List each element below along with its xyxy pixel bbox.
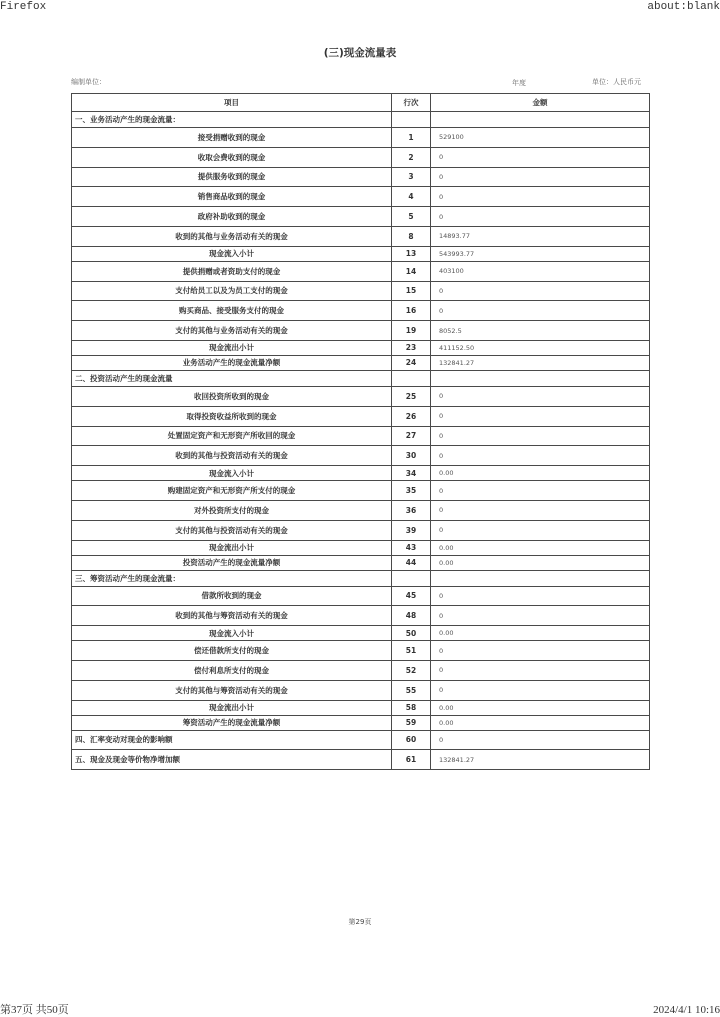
table-row [72,406,650,426]
table-row [72,147,650,167]
section-header-row [72,570,650,586]
row-number: 30 [392,446,431,466]
item-label: 购买商品、接受服务支付的现金 [72,301,392,321]
amount-value: 0 [431,500,650,520]
item-label: 提供服务收到的现金 [72,167,392,187]
amount-value: 403100 [431,261,650,281]
table-row [72,680,650,700]
amount-value: 0 [431,481,650,501]
item-label: 收到的其他与业务活动有关的现金 [72,226,392,246]
amount-value: 543993.77 [431,246,650,261]
subtotal-row [72,715,650,730]
amount-value: 0 [431,281,650,301]
table-row [72,586,650,606]
row-number: 60 [392,730,431,750]
row-number: 34 [392,466,431,481]
table-row [72,730,650,750]
table-row [72,207,650,227]
row-number: 58 [392,700,431,715]
amount-value: 0 [431,680,650,700]
row-number [392,112,431,128]
table-row [72,321,650,341]
subtotal-row [72,700,650,715]
row-number: 59 [392,715,431,730]
table-row [72,446,650,466]
amount-value [431,112,650,128]
row-number: 44 [392,555,431,570]
row-number: 19 [392,321,431,341]
item-label: 收到的其他与投资活动有关的现金 [72,446,392,466]
item-label: 现金流入小计 [72,626,392,641]
item-label: 偿付利息所支付的现金 [72,660,392,680]
table-row [72,226,650,246]
row-number: 50 [392,626,431,641]
table-row [72,481,650,501]
row-number: 27 [392,426,431,446]
row-number: 36 [392,500,431,520]
amount-value: 0.00 [431,700,650,715]
row-number: 5 [392,207,431,227]
table-row [72,128,650,148]
table-body [72,112,650,770]
item-label: 二、投资活动产生的现金流量 [72,370,392,386]
item-label: 一、业务活动产生的现金流量： [72,112,392,128]
preparing-unit-label: 编制单位： [71,78,106,86]
table-row [72,167,650,187]
item-label: 收回投资所收到的现金 [72,386,392,406]
row-number: 51 [392,641,431,661]
amount-value: 0 [431,520,650,540]
print-header-url: about:blank [647,1,720,13]
table-row [72,500,650,520]
row-number: 14 [392,261,431,281]
row-number: 26 [392,406,431,426]
item-label: 三、筹资活动产生的现金流量： [72,570,392,586]
amount-value: 0 [431,641,650,661]
amount-value: 0.00 [431,466,650,481]
row-number: 43 [392,540,431,555]
item-label: 借款所收到的现金 [72,586,392,606]
item-label: 投资活动产生的现金流量净额 [72,555,392,570]
item-label: 现金流出小计 [72,540,392,555]
table-row [72,386,650,406]
amount-value [431,570,650,586]
amount-value: 0 [431,606,650,626]
statement-title: (三)现金流量表 [323,47,397,59]
item-label: 处置固定资产和无形资产所收回的现金 [72,426,392,446]
amount-value: 0.00 [431,540,650,555]
item-label: 支付的其他与筹资活动有关的现金 [72,680,392,700]
row-number [392,370,431,386]
amount-value: 0 [431,147,650,167]
row-number: 2 [392,147,431,167]
amount-value: 0 [431,301,650,321]
item-label: 支付给员工以及为员工支付的现金 [72,281,392,301]
row-number: 35 [392,481,431,501]
item-label: 政府补助收到的现金 [72,207,392,227]
item-label: 销售商品收到的现金 [72,187,392,207]
item-label: 支付的其他与投资活动有关的现金 [72,520,392,540]
item-label: 筹资活动产生的现金流量净额 [72,715,392,730]
subtotal-row [72,540,650,555]
row-number: 39 [392,520,431,540]
print-footer-page-info: 第37页 共50页 [0,1004,69,1016]
item-label: 四、汇率变动对现金的影响额 [72,730,392,750]
document-page-number: 第29页 [348,918,372,926]
column-header-amount: 金额 [431,94,650,112]
amount-value [431,370,650,386]
column-header-row-no: 行次 [392,94,431,112]
item-label: 提供捐赠或者资助支付的现金 [72,261,392,281]
amount-value: 0 [431,660,650,680]
amount-value: 529100 [431,128,650,148]
section-header-row [72,112,650,128]
cash-flow-table [71,93,650,770]
row-number: 4 [392,187,431,207]
amount-value: 0.00 [431,555,650,570]
table-row [72,261,650,281]
row-number: 13 [392,246,431,261]
subtotal-row [72,355,650,370]
table-header-row [72,94,650,112]
print-footer-timestamp: 2024/4/1 10:16 [653,1004,720,1016]
item-label: 购建固定资产和无形资产所支付的现金 [72,481,392,501]
item-label: 收到的其他与筹资活动有关的现金 [72,606,392,626]
table-row [72,187,650,207]
table-row [72,301,650,321]
amount-value: 132841.27 [431,750,650,770]
print-header-title: Firefox [0,1,47,13]
row-number: 55 [392,680,431,700]
amount-value: 0 [431,167,650,187]
subtotal-row [72,555,650,570]
item-label: 偿还借款所支付的现金 [72,641,392,661]
table-row [72,520,650,540]
amount-value: 0 [431,730,650,750]
row-number: 61 [392,750,431,770]
amount-value: 0 [431,386,650,406]
row-number: 25 [392,386,431,406]
table-row [72,281,650,301]
amount-value: 14893.77 [431,226,650,246]
table-row [72,750,650,770]
subtotal-row [72,340,650,355]
item-label: 现金流入小计 [72,246,392,261]
table-row [72,606,650,626]
table-row [72,426,650,446]
item-label: 对外投资所支付的现金 [72,500,392,520]
year-label: 年度 [512,79,526,87]
row-number: 23 [392,340,431,355]
section-header-row [72,370,650,386]
row-number: 24 [392,355,431,370]
subtotal-row [72,246,650,261]
amount-value: 8052.5 [431,321,650,341]
row-number [392,570,431,586]
row-number: 45 [392,586,431,606]
item-label: 业务活动产生的现金流量净额 [72,355,392,370]
row-number: 15 [392,281,431,301]
subtotal-row [72,466,650,481]
amount-value: 0 [431,187,650,207]
amount-value: 0 [431,446,650,466]
item-label: 收取会费收到的现金 [72,147,392,167]
amount-value: 0 [431,426,650,446]
subtotal-row [72,626,650,641]
currency-unit-label: 单位：人民币元 [592,78,641,86]
amount-value: 132841.27 [431,355,650,370]
amount-value: 0.00 [431,626,650,641]
item-label: 接受捐赠收到的现金 [72,128,392,148]
item-label: 现金流出小计 [72,340,392,355]
amount-value: 0 [431,406,650,426]
table-row [72,660,650,680]
item-label: 现金流出小计 [72,700,392,715]
item-label: 五、现金及现金等价物净增加额 [72,750,392,770]
row-number: 8 [392,226,431,246]
row-number: 48 [392,606,431,626]
row-number: 1 [392,128,431,148]
item-label: 支付的其他与业务活动有关的现金 [72,321,392,341]
item-label: 取得投资收益所收到的现金 [72,406,392,426]
column-header-item: 项目 [72,94,392,112]
amount-value: 0 [431,586,650,606]
amount-value: 0.00 [431,715,650,730]
amount-value: 411152.50 [431,340,650,355]
item-label: 现金流入小计 [72,466,392,481]
row-number: 52 [392,660,431,680]
row-number: 16 [392,301,431,321]
row-number: 3 [392,167,431,187]
table-row [72,641,650,661]
amount-value: 0 [431,207,650,227]
